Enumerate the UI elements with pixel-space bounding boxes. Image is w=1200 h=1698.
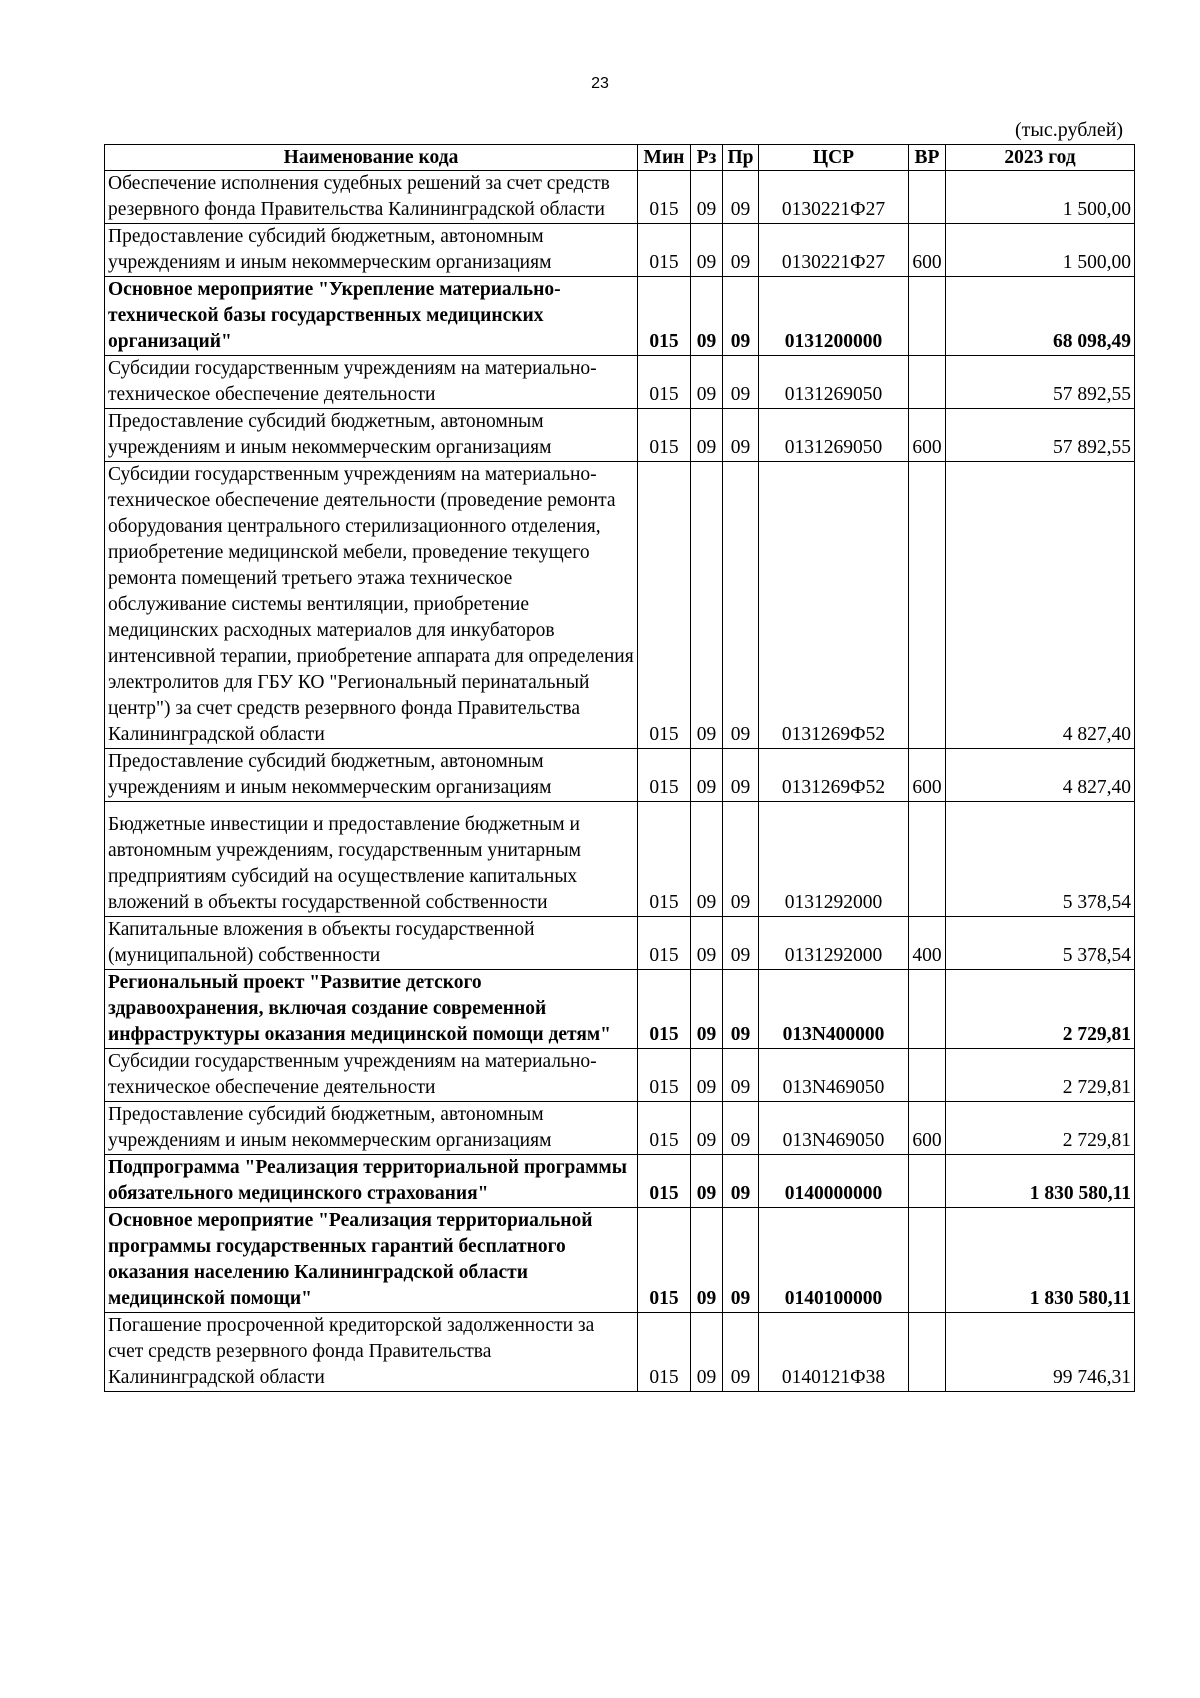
row-rz-cell: 09	[691, 749, 723, 802]
row-vr-cell	[909, 802, 946, 917]
row-vr-cell	[909, 1208, 946, 1313]
row-rz-cell: 09	[691, 1049, 723, 1102]
row-vr-cell	[909, 462, 946, 749]
row-vr-cell	[909, 356, 946, 409]
row-csr-cell: 013N469050	[759, 1102, 909, 1155]
row-pr-cell: 09	[723, 802, 759, 917]
row-amount-cell: 68 098,49	[946, 277, 1135, 356]
row-pr-cell: 09	[723, 1102, 759, 1155]
row-pr-cell: 09	[723, 1049, 759, 1102]
row-rz-cell: 09	[691, 1102, 723, 1155]
row-amount-cell: 1 500,00	[946, 224, 1135, 277]
table-row	[105, 970, 1135, 1049]
row-rz-cell: 09	[691, 224, 723, 277]
row-vr-cell: 400	[909, 917, 946, 970]
table-row	[105, 277, 1135, 356]
row-csr-cell: 0140000000	[759, 1155, 909, 1208]
row-pr-cell: 09	[723, 224, 759, 277]
row-vr-cell: 600	[909, 749, 946, 802]
table-row	[105, 224, 1135, 277]
table-row	[105, 462, 1135, 749]
row-csr-cell: 013N400000	[759, 970, 909, 1049]
row-pr-cell: 09	[723, 356, 759, 409]
row-name-cell: Предоставление субсидий бюджетным, автономным учреждениям и иным некоммерческим организациям	[105, 409, 638, 462]
row-csr-cell: 013N469050	[759, 1049, 909, 1102]
row-min-cell: 015	[638, 1102, 691, 1155]
row-name-cell: Субсидии государственным учреждениям на материально-техническое обеспечение деятельности	[105, 1049, 638, 1102]
table-row	[105, 356, 1135, 409]
row-rz-cell: 09	[691, 356, 723, 409]
row-vr-cell: 600	[909, 1102, 946, 1155]
header-csr: ЦСР	[759, 145, 909, 171]
row-min-cell: 015	[638, 277, 691, 356]
row-name-cell: Предоставление субсидий бюджетным, автономным учреждениям и иным некоммерческим организациям	[105, 1102, 638, 1155]
row-min-cell: 015	[638, 224, 691, 277]
row-rz-cell: 09	[691, 1155, 723, 1208]
header-name: Наименование кода	[105, 145, 638, 171]
row-name-cell: Подпрограмма "Реализация территориальной программы обязательного медицинского страхования"	[105, 1155, 638, 1208]
row-pr-cell: 09	[723, 917, 759, 970]
row-rz-cell: 09	[691, 802, 723, 917]
row-amount-cell: 1 830 580,11	[946, 1155, 1135, 1208]
row-rz-cell: 09	[691, 409, 723, 462]
row-pr-cell: 09	[723, 1313, 759, 1392]
row-min-cell: 015	[638, 917, 691, 970]
row-min-cell: 015	[638, 409, 691, 462]
row-amount-cell: 57 892,55	[946, 409, 1135, 462]
row-pr-cell: 09	[723, 462, 759, 749]
row-name-cell: Субсидии государственным учреждениям на материально-техническое обеспечение деятельности	[105, 356, 638, 409]
row-amount-cell: 4 827,40	[946, 462, 1135, 749]
table-row	[105, 802, 1135, 917]
header-vr: ВР	[909, 145, 946, 171]
table-row	[105, 917, 1135, 970]
table-row	[105, 1102, 1135, 1155]
row-rz-cell: 09	[691, 1208, 723, 1313]
row-amount-cell: 5 378,54	[946, 917, 1135, 970]
row-name-cell: Капитальные вложения в объекты государственной (муниципальной) собственности	[105, 917, 638, 970]
row-rz-cell: 09	[691, 970, 723, 1049]
row-csr-cell: 0131269050	[759, 356, 909, 409]
row-name-cell: Обеспечение исполнения судебных решений за счет средств резервного фонда Правительства Калининградской области	[105, 171, 638, 224]
row-name-cell: Погашение просроченной кредиторской задолженности за счет средств резервного фонда Правительства Калининградской области	[105, 1313, 638, 1392]
page-number: 23	[591, 75, 609, 92]
row-min-cell: 015	[638, 1313, 691, 1392]
row-min-cell: 015	[638, 1208, 691, 1313]
header-rz: Рз	[691, 145, 723, 171]
row-vr-cell	[909, 1313, 946, 1392]
row-vr-cell	[909, 171, 946, 224]
row-amount-cell: 5 378,54	[946, 802, 1135, 917]
table-row	[105, 1208, 1135, 1313]
row-csr-cell: 0130221Ф27	[759, 224, 909, 277]
row-name-cell: Бюджетные инвестиции и предоставление бюджетным и автономным учреждениям, государственным унитарным предприятиям субсидий на осуществление капитальных вложений в объекты государственной собственности	[105, 802, 638, 917]
row-min-cell: 015	[638, 462, 691, 749]
row-min-cell: 015	[638, 356, 691, 409]
row-vr-cell	[909, 970, 946, 1049]
row-pr-cell: 09	[723, 277, 759, 356]
row-amount-cell: 99 746,31	[946, 1313, 1135, 1392]
row-csr-cell: 0131269050	[759, 409, 909, 462]
budget-table	[104, 144, 1135, 1392]
row-csr-cell: 0131269Ф52	[759, 462, 909, 749]
row-csr-cell: 0131292000	[759, 802, 909, 917]
row-rz-cell: 09	[691, 917, 723, 970]
table-row	[105, 1313, 1135, 1392]
row-min-cell: 015	[638, 1049, 691, 1102]
row-amount-cell: 2 729,81	[946, 1102, 1135, 1155]
table-row	[105, 1155, 1135, 1208]
header-row	[105, 145, 1135, 171]
row-vr-cell: 600	[909, 409, 946, 462]
row-min-cell: 015	[638, 171, 691, 224]
row-name-cell: Предоставление субсидий бюджетным, автономным учреждениям и иным некоммерческим организациям	[105, 224, 638, 277]
row-name-cell: Региональный проект "Развитие детского здравоохранения, включая создание современной инфраструктуры оказания медицинской помощи детям"	[105, 970, 638, 1049]
row-min-cell: 015	[638, 970, 691, 1049]
row-vr-cell	[909, 277, 946, 356]
row-min-cell: 015	[638, 1155, 691, 1208]
row-vr-cell: 600	[909, 224, 946, 277]
row-amount-cell: 2 729,81	[946, 970, 1135, 1049]
row-pr-cell: 09	[723, 409, 759, 462]
row-csr-cell: 0140100000	[759, 1208, 909, 1313]
row-min-cell: 015	[638, 749, 691, 802]
row-min-cell: 015	[638, 802, 691, 917]
row-pr-cell: 09	[723, 171, 759, 224]
row-name-cell: Предоставление субсидий бюджетным, автономным учреждениям и иным некоммерческим организациям	[105, 749, 638, 802]
table-row	[105, 749, 1135, 802]
row-rz-cell: 09	[691, 1313, 723, 1392]
row-vr-cell	[909, 1049, 946, 1102]
header-year: 2023 год	[946, 145, 1135, 171]
row-amount-cell: 57 892,55	[946, 356, 1135, 409]
row-amount-cell: 4 827,40	[946, 749, 1135, 802]
row-pr-cell: 09	[723, 749, 759, 802]
row-csr-cell: 0140121Ф38	[759, 1313, 909, 1392]
row-pr-cell: 09	[723, 1208, 759, 1313]
row-pr-cell: 09	[723, 970, 759, 1049]
row-csr-cell: 0131292000	[759, 917, 909, 970]
row-csr-cell: 0131200000	[759, 277, 909, 356]
row-name-cell: Основное мероприятие "Реализация территориальной программы государственных гарантий бесплатного оказания населению Калининградской области медицинской помощи"	[105, 1208, 638, 1313]
table-row	[105, 409, 1135, 462]
row-amount-cell: 2 729,81	[946, 1049, 1135, 1102]
row-amount-cell: 1 500,00	[946, 171, 1135, 224]
row-amount-cell: 1 830 580,11	[946, 1208, 1135, 1313]
row-pr-cell: 09	[723, 1155, 759, 1208]
row-rz-cell: 09	[691, 171, 723, 224]
row-rz-cell: 09	[691, 462, 723, 749]
units-label: (тыс.рублей)	[1015, 119, 1124, 141]
table-row	[105, 1049, 1135, 1102]
row-csr-cell: 0130221Ф27	[759, 171, 909, 224]
row-csr-cell: 0131269Ф52	[759, 749, 909, 802]
row-name-cell: Субсидии государственным учреждениям на материально-техническое обеспечение деятельности (проведение ремонта оборудования центрального стерилизационного отделения, приобретение медицинской мебели, проведение текущего ремонта помещений третьего этажа техническое обслуживание системы вентиляции, приобретение медицинских расходных материалов для инкубаторов интенсивной терапии, приобретение аппарата для определения электролитов для ГБУ КО "Региональный перинатальный центр") за счет средств резервного фонда Правительства Калининградской области	[105, 462, 638, 749]
header-min: Мин	[638, 145, 691, 171]
row-rz-cell: 09	[691, 277, 723, 356]
row-vr-cell	[909, 1155, 946, 1208]
table-row	[105, 171, 1135, 224]
header-pr: Пр	[723, 145, 759, 171]
row-name-cell: Основное мероприятие "Укрепление материально-технической базы государственных медицинских организаций"	[105, 277, 638, 356]
